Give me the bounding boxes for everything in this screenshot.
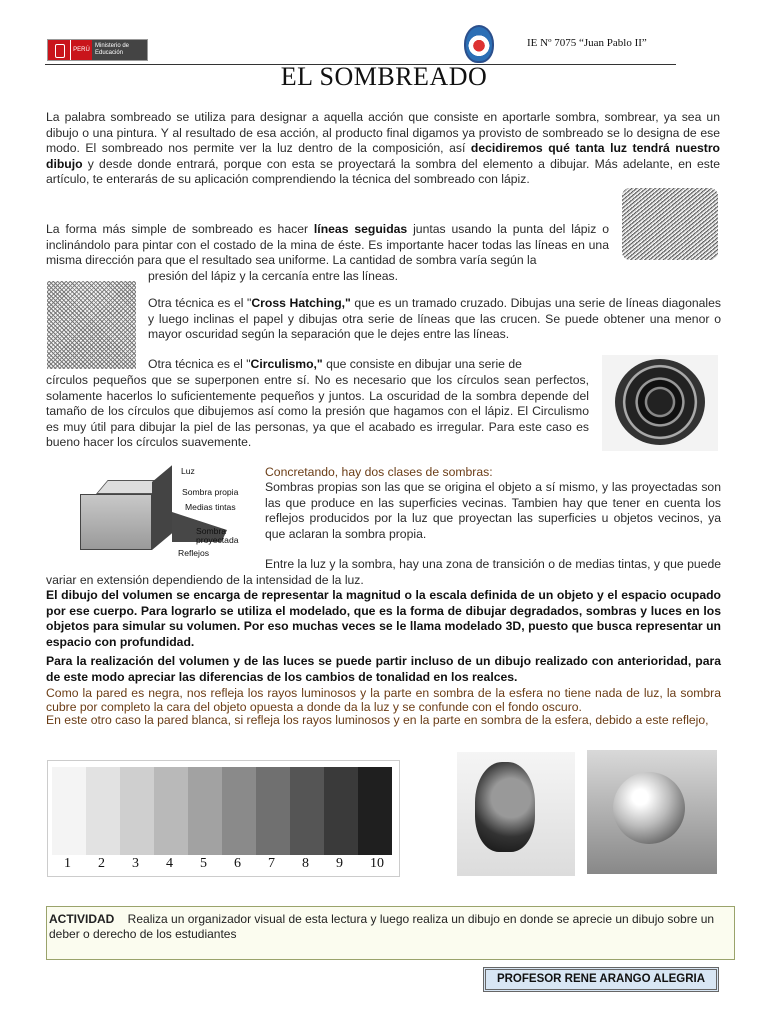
shaded-sphere (613, 772, 685, 844)
black-wall-paragraph: Como la pared es negra, nos refleja los rayos luminosos y la parte en sombra de la esfera no tiene nada de luz, la sombra cubre por completo la cara del objeto opuesta a donde da la luz y se confunde con el fondo oscuro. (46, 686, 721, 714)
scale-swatch (52, 767, 86, 855)
scale-number: 7 (268, 856, 275, 871)
ministry-logo (47, 39, 148, 61)
paragraph-cross-hatching (148, 296, 721, 343)
scale-swatch (154, 767, 188, 855)
circ-text-bold: Circulismo," (250, 357, 323, 371)
school-crest-icon (464, 25, 494, 63)
professor-name: PROFESOR RENE ARANGO ALEGRIA (483, 967, 719, 992)
scale-swatch (324, 767, 358, 855)
hatch-text-a: Otra técnica es el " (148, 296, 252, 310)
lines-text-c: juntas usando la punta del lápiz o inclinándolo para pintar con el costado de la mina de éste. Es importante hacer todas las líneas en una misma dirección para que el resultado sea uniforme. La cantidad de sombra varía según la (46, 222, 609, 268)
label-sombra-propia: Sombra propia (182, 487, 239, 497)
cube-front-face (80, 494, 152, 550)
face-head (475, 762, 535, 852)
scale-swatch (86, 767, 120, 855)
concretando-heading: Concretando, hay dos clases de sombras: (265, 465, 493, 479)
hatch-text-bold: Cross Hatching," (251, 296, 351, 310)
label-medias-tintas: Medias tintas (185, 502, 236, 512)
scale-number: 1 (64, 856, 71, 871)
paragraph-lines (46, 222, 609, 269)
scale-number: 2 (98, 856, 105, 871)
white-wall-paragraph: En este otro caso la pared blanca, si refleja los rayos luminosos y en la parte en sombra de la esfera, debido a este reflejo, (46, 713, 709, 727)
scale-number: 10 (370, 856, 384, 871)
concretando-body: Sombras propias son las que se origina el objeto a sí mismo, y las proyectadas son las que produce en las superficies vecinas. Tambien hay que tener en cuenta los reflejos producidos por la luz que proyectan las superficies u objetos vecinos, ya que aclaran la sombra propia. (265, 480, 721, 541)
label-reflejos: Reflejos (178, 548, 210, 558)
intro-text-a: La palabra sombreado se utiliza para designar a aquella acción que consiste en aportarle sombra, sombrear, ya sea un dibujo o una pintura. Y al resultado de esa acción, al producto final digamos ya provisto de sombreado se lo designa de ese modo. El sombreado nos permite ver la luz dentro de la composición, así (46, 110, 720, 156)
label-sombra-proyectada: Sombra proyectada (196, 526, 239, 545)
intro-text-c: y desde donde entrará, porque con esta se proyectará la sombra del elemento a dibujar. Más adelante, en este artículo, te enterarás de su aplicación comprendiendo la técnica del sombreado con lápiz. (46, 156, 720, 187)
scale-number: 5 (200, 856, 207, 871)
paragraph-intro (46, 110, 720, 188)
hatch-text-c: que es un tramado cruzado. Dibujas una serie de líneas diagonales y luego inclinas el papel y dibujas otra serie de líneas que las crucen. Se puede obtener una menor o mayor oscuridad según la separación que le dejes entre las líneas. (148, 296, 721, 342)
scale-number: 9 (336, 856, 343, 871)
scale-number: 6 (234, 856, 241, 871)
straight-lines-shading-image (622, 188, 718, 260)
cube-side-face (152, 465, 172, 550)
paragraph-circulism: círculos pequeños que se superponen entre sí. No es necesario que los círculos sean perfectos, solamente hacerlos lo suficientemente pequeños y juntos. La oscuridad de la sombra depende del tamaño de los círculos que dibujemos así como la presión que hagamos con el lápiz. El Circulismo es muy útil para dibujar la piel de las personas, ya que el acabado es irregular. Para este caso es bueno hacer los círculos suavemente. (46, 373, 589, 450)
scale-swatch (358, 767, 392, 855)
circulism-image (602, 355, 718, 451)
paragraph-lines-end: presión del lápiz y la cercanía entre las líneas. (148, 269, 398, 283)
scale-swatch (188, 767, 222, 855)
face-drawing-image (457, 752, 575, 876)
scale-number: 8 (302, 856, 309, 871)
scale-number: 3 (132, 856, 139, 871)
sphere-drawing-image (587, 750, 717, 874)
scale-swatch (256, 767, 290, 855)
peru-shield-icon (48, 40, 70, 60)
volume-paragraph-2: Para la realización del volumen y de las luces se puede partir incluso de un dibujo realizado con anterioridad, para de este modo apreciar las diferencias de los cambios de tonalidad en los realces. (46, 654, 721, 684)
scale-number: 4 (166, 856, 173, 871)
activity-text: Realiza un organizador visual de esta lectura y luego realiza un dibujo en donde se aprecie un dibujo sobre un deber o derecho de los estudiantes (49, 912, 718, 941)
transition-text: Entre la luz y la sombra, hay una zona de transición o de medias tintas, y que puede variar en extensión dependiendo de la intensidad de la luz. (46, 557, 721, 587)
scale-swatch (290, 767, 324, 855)
page-title: EL SOMBREADO (280, 62, 488, 91)
activity-box (46, 906, 735, 960)
circ-text-a: Otra técnica es el " (148, 357, 251, 371)
label-luz: Luz (181, 466, 195, 476)
lines-text-a: La forma más simple de sombreado es hacer (46, 222, 314, 236)
scale-swatch (222, 767, 256, 855)
grayscale-value-scale (47, 760, 400, 877)
scale-swatch (120, 767, 154, 855)
lines-text-bold: líneas seguidas (313, 222, 408, 236)
intro-text-bold: decidiremos qué tanta luz tendrá nuestro dibujo (46, 141, 721, 171)
cube-shadow-diagram (78, 462, 258, 562)
school-name: IE Nº 7075 “Juan Pablo II” (527, 37, 647, 49)
paragraph-circulism-head (148, 357, 589, 373)
logo-peru-text: PERÚ (70, 40, 92, 60)
volume-paragraph: El dibujo del volumen se encarga de representar la magnitud o la escala definida de un objeto y el espacio ocupado por ese cuerpo. Para lograrlo se utiliza el modelado, que es la forma de dibujar degradados, sombras y luces en los objetos para simular su volumen. Por eso muchas veces se le llama modelado 3D, puesto que busca representar un espacio con profundidad. (46, 588, 721, 649)
logo-ministry-text: Ministerio de Educación (92, 40, 147, 60)
circ-text-c: que consiste en dibujar una serie de (322, 357, 522, 371)
cross-hatching-image (47, 281, 136, 369)
activity-label: ACTIVIDAD (49, 912, 115, 926)
